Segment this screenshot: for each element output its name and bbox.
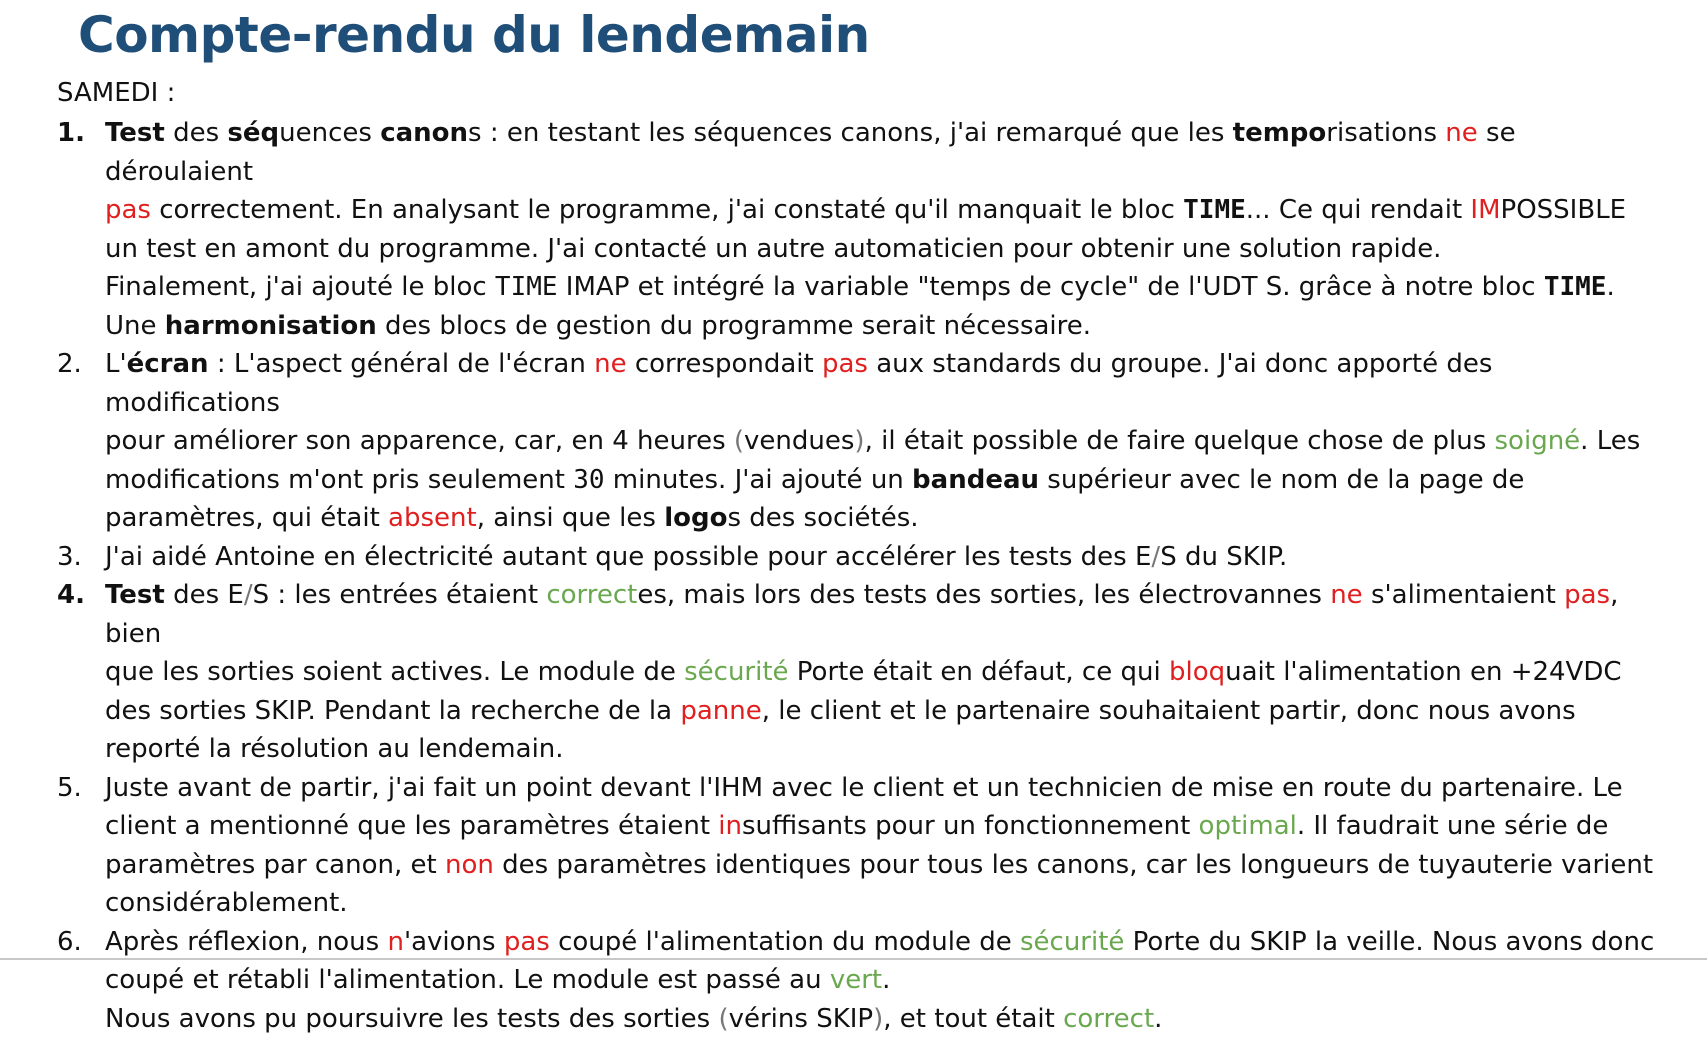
text-run: suffisants pour un fonctionnement xyxy=(742,811,1199,841)
text-run: logo xyxy=(664,503,727,533)
text-run: minutes. J'ai ajouté un xyxy=(605,465,913,495)
text-run: sécurité xyxy=(1020,927,1124,957)
text-run: que les sorties soient actives. Le module de xyxy=(105,657,684,687)
text-run: Une xyxy=(105,311,165,341)
text-run: Porte du SKIP la veille. Nous avons donc xyxy=(1124,927,1654,957)
item-line xyxy=(105,345,1657,422)
item-line xyxy=(105,730,1657,769)
text-run: : L'aspect général de l'écran xyxy=(209,349,595,379)
text-run: supérieur avec le nom de la page de xyxy=(1039,465,1524,495)
text-run: pas xyxy=(1564,580,1610,610)
text-run: . xyxy=(882,965,890,995)
text-run: 'avions xyxy=(404,927,504,957)
text-run: / xyxy=(1151,542,1160,572)
text-run: correct xyxy=(1063,1004,1154,1034)
text-run: ( xyxy=(734,426,744,456)
item-line xyxy=(105,114,1657,191)
item-line xyxy=(105,769,1657,808)
item-line xyxy=(105,653,1657,692)
text-run: optimal xyxy=(1199,811,1297,841)
text-run: bloq xyxy=(1169,657,1225,687)
text-run: ne xyxy=(594,349,626,379)
text-run: ) xyxy=(854,426,864,456)
text-run: Porte était en défaut, ce qui xyxy=(789,657,1169,687)
text-run: se déroulaient xyxy=(105,118,1516,187)
item-number: 5. xyxy=(57,769,82,808)
item-number: 6. xyxy=(57,923,82,962)
text-run: Nous avons pu poursuivre les tests des sorties xyxy=(105,1004,718,1034)
text-run: reporté la résolution au lendemain. xyxy=(105,734,564,764)
text-run: écran xyxy=(127,349,209,379)
text-run: / xyxy=(244,580,253,610)
item-line xyxy=(105,923,1657,962)
text-run: . Les xyxy=(1580,426,1640,456)
text-run: IM xyxy=(1470,195,1500,225)
text-run: considérablement. xyxy=(105,888,348,918)
text-run: paramètres par canon, et xyxy=(105,850,445,880)
item-line xyxy=(105,807,1657,846)
text-run: pas xyxy=(105,195,151,225)
text-run: ne xyxy=(1330,580,1362,610)
text-run: sécurité xyxy=(684,657,788,687)
text-run: s : en testant les séquences canons, j'ai remarqué que les xyxy=(468,118,1233,148)
text-run: es, mais lors des tests des sorties, les électrovannes xyxy=(637,580,1330,610)
item-line xyxy=(105,461,1657,500)
text-run: des sorties SKIP. Pendant la recherche de la xyxy=(105,696,680,726)
text-run: non xyxy=(445,850,494,880)
text-run: pas xyxy=(822,349,868,379)
page-title: Compte-rendu du lendemain xyxy=(78,6,870,64)
text-run: S : les entrées étaient xyxy=(253,580,547,610)
list-item xyxy=(57,538,1657,577)
item-line xyxy=(105,846,1657,885)
text-run: risations xyxy=(1326,118,1445,148)
text-run: Finalement, j'ai ajouté le bloc xyxy=(105,272,495,302)
text-run: ) xyxy=(873,1004,883,1034)
text-run: séq xyxy=(227,118,279,148)
text-run: soigné xyxy=(1495,426,1581,456)
text-run: . xyxy=(1154,1004,1162,1034)
text-run: ... Ce qui rendait xyxy=(1246,195,1471,225)
text-run: TIME xyxy=(1544,272,1607,302)
item-line xyxy=(105,499,1657,538)
text-run: , il était possible de faire quelque chose de plus xyxy=(865,426,1495,456)
item-line xyxy=(105,191,1657,230)
text-run: pour améliorer son apparence, car, en 4 heures xyxy=(105,426,734,456)
text-run: POSSIBLE xyxy=(1501,195,1627,225)
text-run: 30 xyxy=(573,465,604,495)
list-item xyxy=(57,923,1657,1038)
text-run: coupé l'alimentation du module de xyxy=(550,927,1020,957)
text-run: correspondait xyxy=(627,349,822,379)
text-run: vendues xyxy=(744,426,854,456)
text-run: des xyxy=(165,118,228,148)
list-item xyxy=(57,769,1657,923)
text-run: bandeau xyxy=(912,465,1039,495)
item-line xyxy=(105,538,1657,577)
text-run: harmonisation xyxy=(165,311,377,341)
text-run: TIME xyxy=(495,272,558,302)
text-run: correctement. En analysant le programme, j'ai constaté qu'il manquait le bloc xyxy=(151,195,1183,225)
text-run: , ainsi que les xyxy=(477,503,664,533)
text-run: , bien xyxy=(105,580,1618,649)
text-run: S du SKIP. xyxy=(1160,542,1287,572)
text-run: correct xyxy=(546,580,637,610)
item-line xyxy=(105,692,1657,731)
text-run: modifications m'ont pris seulement xyxy=(105,465,573,495)
item-line xyxy=(105,884,1657,923)
text-run: absent xyxy=(388,503,477,533)
text-run: panne xyxy=(680,696,761,726)
text-run: vérins SKIP xyxy=(729,1004,874,1034)
text-run: canon xyxy=(380,118,468,148)
text-run: un test en amont du programme. J'ai contacté un autre automaticien pour obtenir une solution rapide. xyxy=(105,234,1441,264)
item-line xyxy=(105,576,1657,653)
text-run: Juste avant de partir, j'ai fait un point devant l'IHM avec le client et un technicien de mise en route du partenaire. Le xyxy=(105,773,1623,803)
text-run: Test xyxy=(105,580,165,610)
item-number: 3. xyxy=(57,538,82,577)
text-run: . Il faudrait une série de xyxy=(1297,811,1609,841)
text-run: des E xyxy=(165,580,244,610)
text-run: , le client et le partenaire souhaitaient partir, donc nous avons xyxy=(762,696,1576,726)
text-run: J'ai aidé Antoine en électricité autant que possible pour accélérer les tests des E xyxy=(105,542,1151,572)
text-run: aux standards du groupe. J'ai donc apporté des modifications xyxy=(105,349,1492,418)
list-item xyxy=(57,114,1657,345)
text-run: s des sociétés. xyxy=(727,503,918,533)
text-run: coupé et rétabli l'alimentation. Le module est passé au xyxy=(105,965,830,995)
text-run: vert xyxy=(830,965,882,995)
day-label: SAMEDI : xyxy=(57,78,175,108)
item-line xyxy=(105,307,1657,346)
item-number: 1. xyxy=(57,114,85,153)
item-line xyxy=(105,268,1657,307)
text-run: n xyxy=(387,927,403,957)
item-line xyxy=(105,422,1657,461)
text-run: s'alimentaient xyxy=(1363,580,1564,610)
text-run: uences xyxy=(279,118,380,148)
text-run: pas xyxy=(504,927,550,957)
text-run: paramètres, qui était xyxy=(105,503,388,533)
text-run: L' xyxy=(105,349,127,379)
text-run: des blocs de gestion du programme serait nécessaire. xyxy=(377,311,1091,341)
text-run: Test xyxy=(105,118,165,148)
list-item xyxy=(57,345,1657,538)
text-run: Après réflexion, nous xyxy=(105,927,387,957)
text-run: . xyxy=(1606,272,1614,302)
item-line xyxy=(105,230,1657,269)
report-list xyxy=(57,114,1657,1038)
text-run: in xyxy=(718,811,742,841)
text-run: TIME xyxy=(1183,195,1246,225)
text-run: ( xyxy=(718,1004,728,1034)
list-item xyxy=(57,576,1657,769)
text-run: uait l'alimentation en +24VDC xyxy=(1225,657,1621,687)
text-run: client a mentionné que les paramètres étaient xyxy=(105,811,718,841)
item-number: 4. xyxy=(57,576,85,615)
text-run: tempo xyxy=(1233,118,1327,148)
text-run: , et tout était xyxy=(883,1004,1063,1034)
item-number: 2. xyxy=(57,345,82,384)
text-run: ne xyxy=(1445,118,1477,148)
text-run: des paramètres identiques pour tous les canons, car les longueurs de tuyauterie varient xyxy=(494,850,1653,880)
text-run: IMAP et intégré la variable "temps de cycle" de l'UDT S. grâce à notre bloc xyxy=(558,272,1544,302)
item-line xyxy=(105,961,1657,1000)
item-line xyxy=(105,1000,1657,1038)
